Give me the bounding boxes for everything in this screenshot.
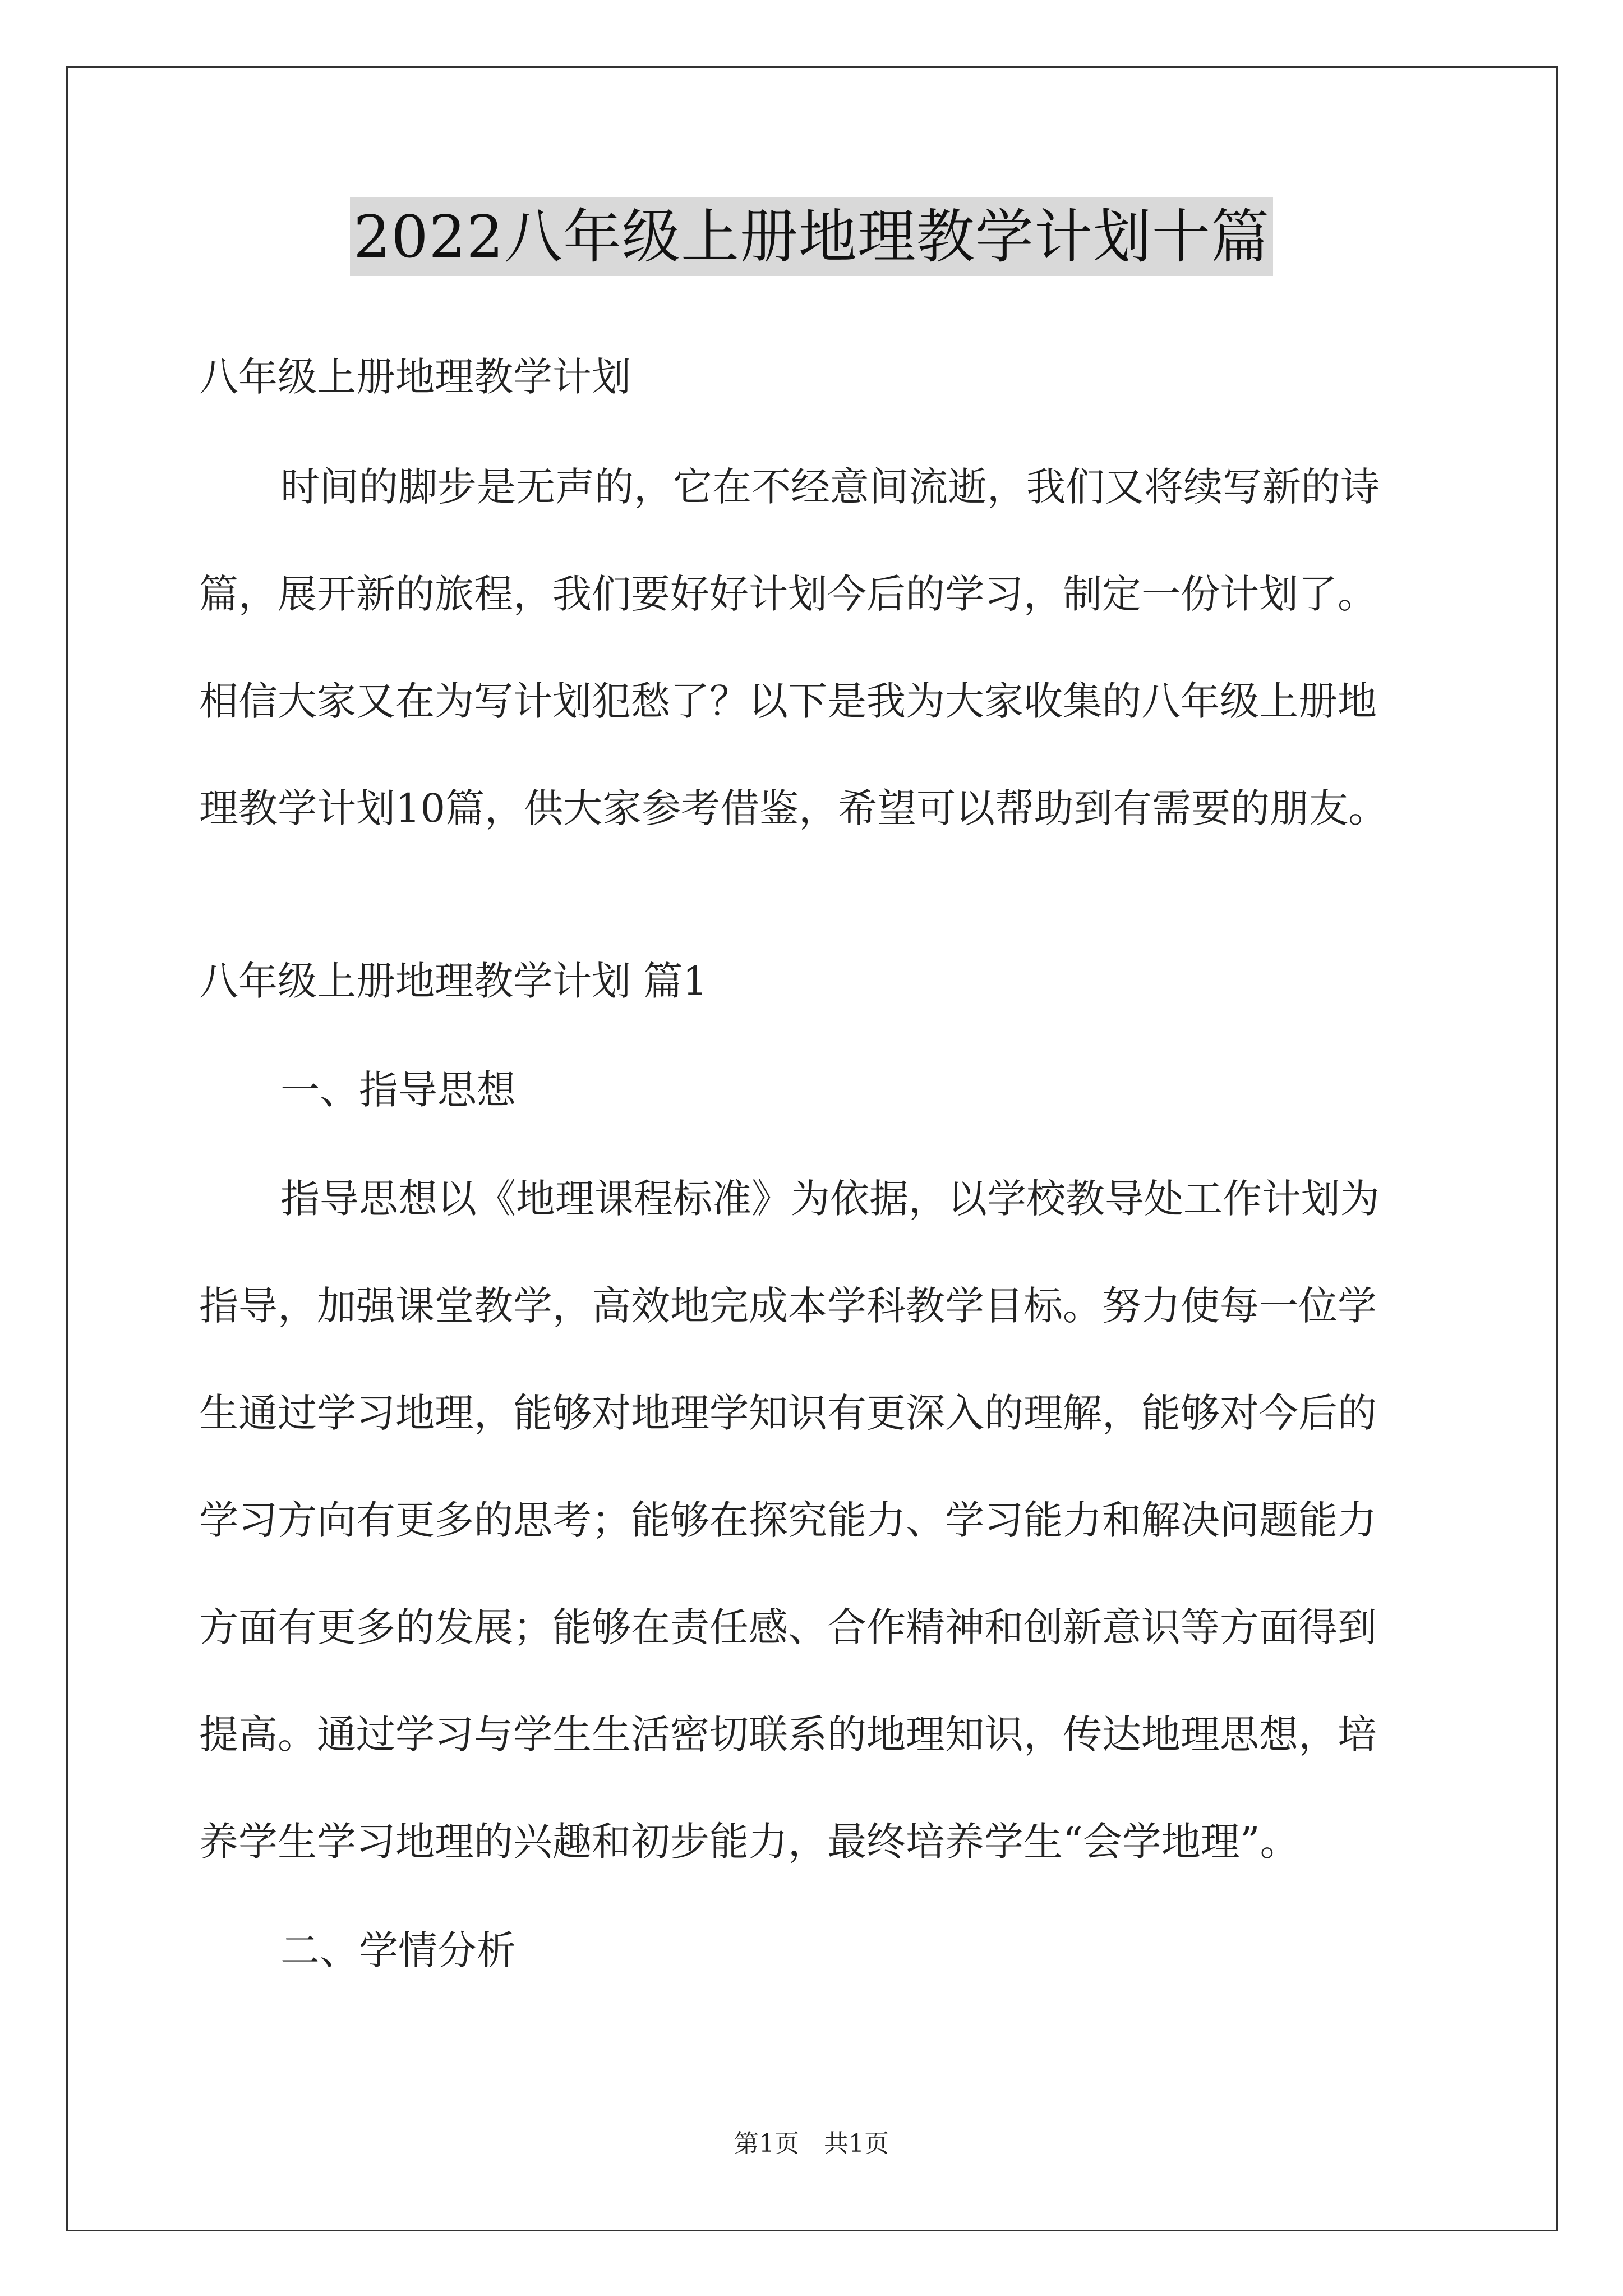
paragraph-line: 时间的脚步是无声的，它在不经意间流逝，我们又将续写新的诗: [280, 464, 1380, 510]
paragraph-line: 指导，加强课堂教学，高效地完成本学科教学目标。努力使每一位学: [199, 1283, 1377, 1329]
intro-heading: 八年级上册地理教学计划: [199, 354, 631, 400]
subheading: 一、指导思想: [280, 1067, 516, 1113]
paragraph-line: 生通过学习地理，能够对地理学知识有更深入的理解，能够对今后的: [199, 1390, 1377, 1436]
paragraph-line: 学习方向有更多的思考；能够在探究能力、学习能力和解决问题能力: [199, 1497, 1377, 1543]
paragraph-line: 篇，展开新的旅程，我们要好好计划今后的学习，制定一份计划了。: [199, 571, 1377, 617]
subheading: 二、学情分析: [280, 1927, 516, 1973]
title-wrap: [0, 197, 1623, 276]
document-title: 2022八年级上册地理教学计划十篇: [350, 197, 1273, 276]
paragraph-line: 理教学计划10篇，供大家参考借鉴，希望可以帮助到有需要的朋友。: [199, 785, 1388, 831]
paragraph-line: 方面有更多的发展；能够在责任感、合作精神和创新意识等方面得到: [199, 1604, 1377, 1650]
paragraph-line: 养学生学习地理的兴趣和初步能力，最终培养学生“会学地理”。: [199, 1819, 1299, 1865]
paragraph-line: 指导思想以《地理课程标准》为依据，以学校教导处工作计划为: [280, 1176, 1380, 1222]
paragraph-line: 相信大家又在为写计划犯愁了？以下是我为大家收集的八年级上册地: [199, 678, 1377, 724]
paragraph-line: 提高。通过学习与学生生活密切联系的地理知识，传达地理思想，培: [199, 1711, 1377, 1757]
section-heading: 八年级上册地理教学计划 篇1: [199, 958, 708, 1004]
page-footer: 第1页 共1页: [734, 2129, 889, 2158]
